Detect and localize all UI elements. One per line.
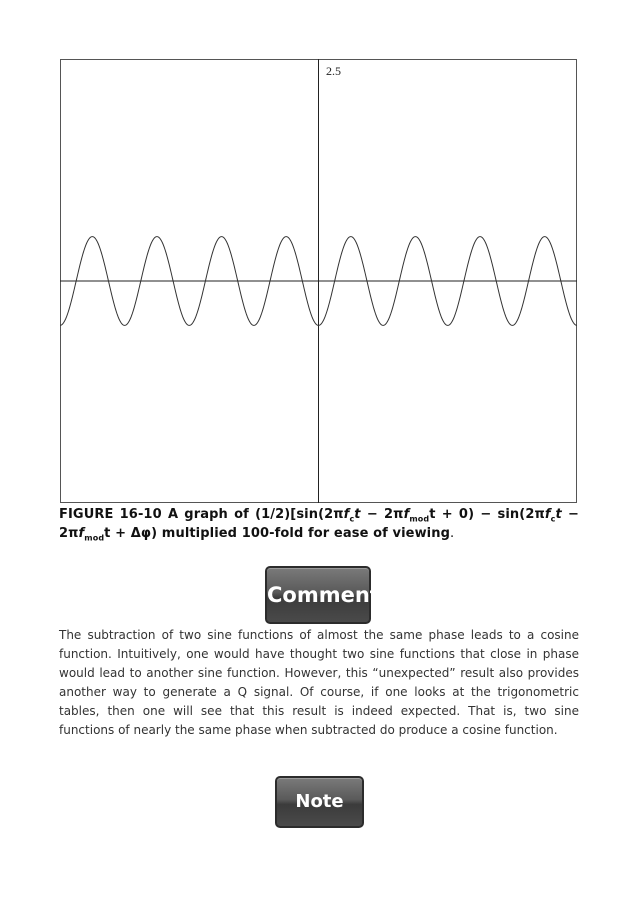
figure-caption: FIGURE 16-10 A graph of $(1/2)[\sin(2\pi f_ct - 2\pi f_{mod}t + 0) - \sin(2\pi f_ct - 2\pi f_{mod}t + \Delta\varphi)$ multiplied 100-fold for ease of viewing. [59,507,580,543]
comment-badge: Comment [265,566,371,624]
figure-16-10-graph [60,59,577,503]
note-badge: Note [275,776,364,828]
y-tick-top-label: 2.5 [326,64,341,78]
comment-paragraph: The subtraction of two sine functions of almost the same phase leads to a cosine function. Intuitively, one would have thought two sine functions that close in phase would lead to another sine function. However, this “unexpected” result also provides another way to generate a Q signal. Of course, if one looks at the trigonometric tables, then one will see that this result is indeed expected. That is, two sine functions of nearly the same phase when subtracted do produce a cosine function. [59,628,579,737]
